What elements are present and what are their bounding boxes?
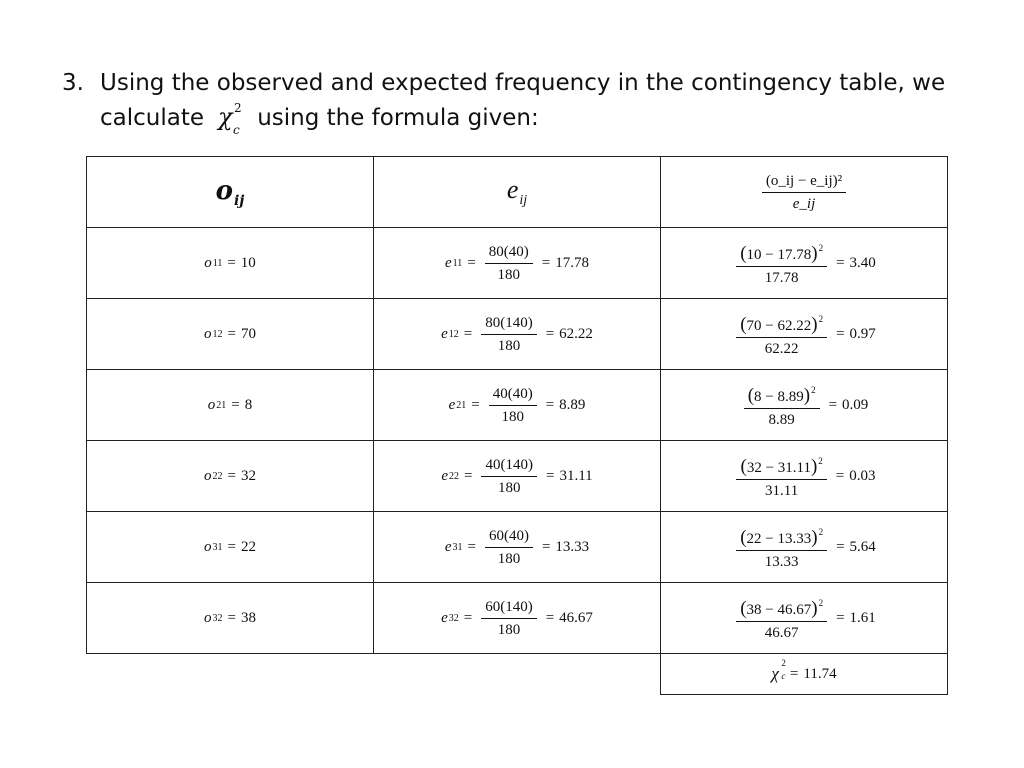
observed-cell: o 12 = 70 <box>87 299 374 370</box>
expected-cell: e 21 = $\frac{40(40)}{180}$ = 8.89 <box>374 370 661 441</box>
component-value: 5.64 <box>849 538 876 555</box>
chi-square-symbol: χ 2 c <box>218 101 242 137</box>
expected-numerator: 40(140) <box>481 456 537 477</box>
heading-line-2 <box>100 100 980 135</box>
total-row <box>87 654 948 695</box>
observed-cell: o 31 = 22 <box>87 512 374 583</box>
observed-value: 8 <box>244 396 253 413</box>
observed-value: 70 <box>240 325 256 342</box>
expected-denominator: 180 <box>497 621 521 638</box>
expected-numerator: 40(40) <box>489 385 537 406</box>
component-numerator: 32 − 31.11 <box>746 460 811 476</box>
expected-denominator: 180 <box>501 408 524 425</box>
expected-cell: e 32 = $\frac{60(140)}{180}$ = 46.67 <box>374 583 661 654</box>
expected-value: 46.67 <box>559 609 593 626</box>
expected-cell: e 12 = $\frac{80(140)}{180}$ = 62.22 <box>374 299 661 370</box>
chi-square-total-value: 11.74 <box>803 665 837 682</box>
table-header-row <box>87 157 948 228</box>
component-value: 0.09 <box>842 396 869 413</box>
expected-numerator: 60(140) <box>481 598 537 619</box>
table-row <box>87 512 948 583</box>
observed-value: 32 <box>240 467 256 484</box>
observed-cell: o 32 = 38 <box>87 583 374 654</box>
table-row <box>87 583 948 654</box>
heading-line-1: Using the observed and expected frequency in the contingency table, we <box>100 70 946 96</box>
table-row <box>87 441 948 512</box>
heading-calculate: calculate <box>100 105 205 131</box>
heading-formula-text: using the formula given: <box>257 105 539 131</box>
contingency-table <box>86 156 948 695</box>
expected-denominator: 180 <box>497 266 521 283</box>
component-denominator: 46.67 <box>764 625 799 641</box>
header-formula-numerator: (o_ij − e_ij)² <box>762 172 846 193</box>
component-denominator: 31.11 <box>765 483 799 499</box>
header-expected: $e_{ij}$ <box>374 157 661 228</box>
header-observed: $o_{ij}$ <box>87 157 374 228</box>
empty-cell <box>87 654 374 695</box>
expected-value: 31.11 <box>559 467 593 484</box>
expected-numerator: 80(140) <box>481 314 537 335</box>
table-row <box>87 370 948 441</box>
chi-component-cell: $\frac{(10 - 17.78)^2}{17.78}$ = 3.40 <box>661 228 948 299</box>
component-numerator: 22 − 13.33 <box>746 531 812 547</box>
component-numerator: 70 − 62.22 <box>746 318 812 334</box>
chi-square-total-symbol: χ 2 c <box>771 658 786 683</box>
observed-value: 38 <box>240 609 256 626</box>
expected-value: 62.22 <box>559 325 593 342</box>
component-numerator: 38 − 46.67 <box>746 602 812 618</box>
table-row <box>87 228 948 299</box>
observed-cell: o 21 = 8 <box>87 370 374 441</box>
component-numerator: 10 − 17.78 <box>746 247 812 263</box>
component-denominator: 8.89 <box>768 412 795 428</box>
expected-denominator: 180 <box>497 550 521 567</box>
component-value: 0.97 <box>849 325 876 342</box>
observed-value: 10 <box>240 254 256 271</box>
expected-cell: e 22 = $\frac{40(140)}{180}$ = 31.11 <box>374 441 661 512</box>
header-formula-denominator: e_ij <box>792 195 816 212</box>
expected-numerator: 60(40) <box>485 527 533 548</box>
expected-cell: e 31 = $\frac{60(40)}{180}$ = 13.33 <box>374 512 661 583</box>
chi-component-cell: $\frac{(38 - 46.67)^2}{46.67}$ = 1.61 <box>661 583 948 654</box>
component-value: 1.61 <box>849 609 876 626</box>
item-number: 3. <box>62 70 84 96</box>
observed-cell: o 11 = 10 <box>87 228 374 299</box>
chi-component-cell: $\frac{(32 - 31.11)^2}{31.11}$ = 0.03 <box>661 441 948 512</box>
chi-square-total-cell: χ 2 c = 11.74 <box>661 654 948 695</box>
header-formula <box>661 157 948 228</box>
component-denominator: 13.33 <box>764 554 799 570</box>
component-denominator: 62.22 <box>764 341 799 357</box>
chi-component-cell: $\frac{(8 - 8.89)^2}{8.89}$ = 0.09 <box>661 370 948 441</box>
expected-value: 13.33 <box>555 538 590 555</box>
heading-text <box>100 66 980 135</box>
expected-value: 8.89 <box>559 396 586 413</box>
chi-component-cell: $\frac{(70 - 62.22)^2}{62.22}$ = 0.97 <box>661 299 948 370</box>
chi-component-cell: $\frac{(22 - 13.33)^2}{13.33}$ = 5.64 <box>661 512 948 583</box>
component-numerator: 8 − 8.89 <box>754 389 804 405</box>
expected-cell: e 11 = $\frac{80(40)}{180}$ = 17.78 <box>374 228 661 299</box>
component-denominator: 17.78 <box>764 270 799 286</box>
empty-cell <box>374 654 661 695</box>
table-row <box>87 299 948 370</box>
expected-denominator: 180 <box>497 337 521 354</box>
observed-value: 22 <box>240 538 256 555</box>
expected-denominator: 180 <box>497 479 521 496</box>
expected-value: 17.78 <box>555 254 589 271</box>
expected-numerator: 80(40) <box>485 243 533 264</box>
component-value: 3.40 <box>849 254 876 271</box>
observed-cell: o 22 = 32 <box>87 441 374 512</box>
component-value: 0.03 <box>849 467 876 484</box>
